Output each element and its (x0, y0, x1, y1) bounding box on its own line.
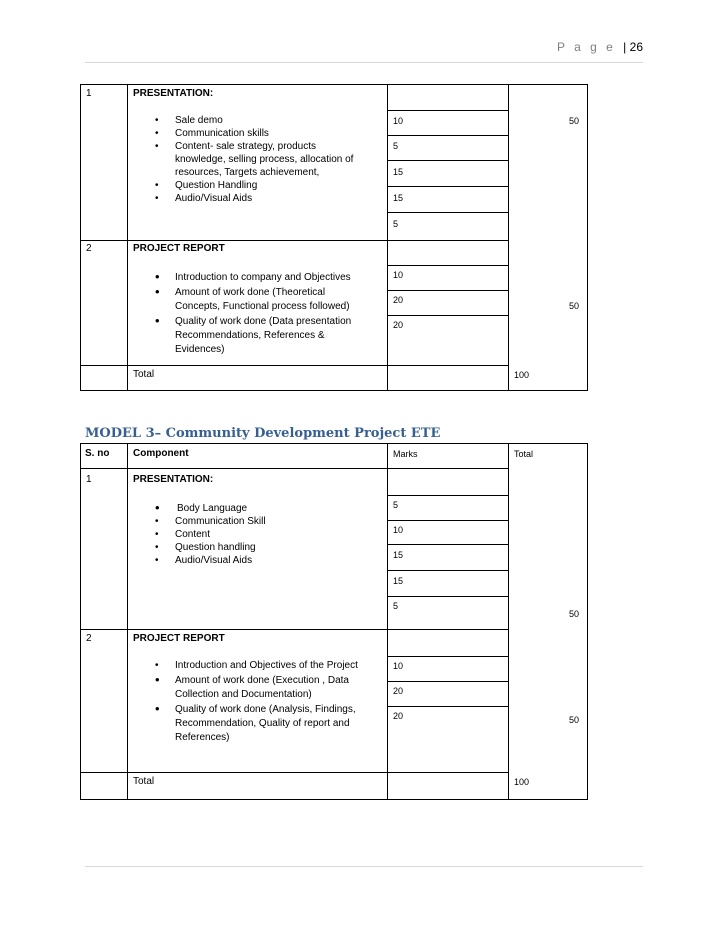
marks-cell (388, 596, 509, 629)
list-item: Quality of work done (Data presentation (175, 316, 352, 327)
list-item: Amount of work done (Execution , Data (175, 675, 349, 686)
marks-value: 20 (393, 320, 404, 330)
marks-cell (388, 212, 509, 240)
marks-value: 5 (393, 500, 399, 510)
total-value: 50 (569, 715, 580, 725)
total-label: Total (133, 369, 155, 380)
list-item: Content- sale strategy, products (175, 141, 316, 152)
marks-value: 20 (393, 295, 404, 305)
list-item: Communication Skill (175, 516, 266, 527)
list-item: Question Handling (175, 180, 258, 191)
marks-cell (388, 110, 509, 135)
row-component: PRESENTATION: (133, 88, 214, 99)
table2-cell (508, 772, 509, 800)
bullet-icon: • (155, 193, 159, 204)
list-item-cont: Evidences) (175, 344, 225, 355)
table2-cell (80, 468, 128, 630)
bullet-icon: • (155, 141, 159, 152)
table2-cell (387, 772, 388, 800)
marks-value: 15 (393, 167, 404, 177)
marks-cell (388, 160, 509, 186)
marks-value: 10 (393, 661, 404, 671)
table1-cell (80, 240, 128, 366)
section-title: MODEL 3– Community Development Project ETE (85, 426, 441, 441)
marks-value: 15 (393, 576, 404, 586)
marks-cell (388, 681, 509, 706)
list-item: Content (175, 529, 211, 540)
footer-rule (85, 866, 643, 867)
marks-cell (388, 520, 509, 544)
list-item-cont: Recommendations, References & (175, 330, 325, 341)
list-item: Introduction to company and Objectives (175, 272, 351, 283)
list-item-cont: Recommendation, Quality of report and (175, 718, 350, 729)
list-item: Sale demo (175, 115, 223, 126)
bullet-icon: • (155, 529, 159, 540)
table1-cell (80, 84, 128, 241)
total-value: 50 (569, 116, 580, 126)
list-item-cont: Concepts, Functional process followed) (175, 301, 350, 312)
bullet-icon: • (155, 313, 160, 328)
list-item-cont: Collection and Documentation) (175, 689, 312, 700)
grand-total-value: 100 (514, 777, 530, 787)
list-item: Body Language (177, 503, 248, 514)
total-value: 50 (569, 609, 580, 619)
marks-cell (388, 544, 509, 570)
page-separator: | (623, 40, 627, 54)
marks-cell (388, 135, 509, 160)
marks-value: 5 (393, 141, 399, 151)
bullet-icon: • (155, 660, 159, 671)
total-label: Total (133, 776, 155, 787)
header-component: Component (133, 448, 189, 459)
header-marks: Marks (393, 449, 418, 459)
grand-total-value: 100 (514, 370, 530, 380)
header-total: Total (514, 449, 534, 459)
marks-cell (388, 315, 509, 340)
marks-value: 20 (393, 711, 404, 721)
list-item-cont: knowledge, selling process, allocation of (175, 154, 354, 165)
list-item: Audio/Visual Aids (175, 555, 253, 566)
row-component: PRESENTATION: (133, 474, 214, 485)
bullet-icon: • (155, 128, 159, 139)
page-label: P a g e (557, 40, 616, 54)
bullet-icon: • (155, 516, 159, 527)
marks-cell (388, 495, 509, 520)
table2-cell (127, 629, 388, 773)
marks-value: 10 (393, 525, 404, 535)
table1-cell (127, 365, 128, 391)
page-number: 26 (629, 40, 643, 54)
list-item: Amount of work done (Theoretical (175, 287, 326, 298)
bullet-icon: • (155, 672, 160, 687)
bullet-icon: • (155, 500, 160, 515)
list-item: Introduction and Objectives of the Project (175, 660, 358, 671)
bullet-icon: • (155, 555, 159, 566)
table2-cell (127, 772, 128, 800)
marks-cell (388, 570, 509, 596)
list-item-cont: References) (175, 732, 230, 743)
marks-cell (388, 290, 509, 315)
marks-value: 10 (393, 116, 404, 126)
marks-cell (388, 656, 509, 681)
table2-cell (127, 468, 388, 630)
list-item-cont: resources, Targets achievement, (175, 167, 320, 178)
marks-value: 15 (393, 193, 404, 203)
row-sno: 1 (86, 474, 92, 485)
marks-value: 5 (393, 219, 399, 229)
marks-cell (388, 186, 509, 212)
row-sno: 2 (86, 243, 92, 254)
row-sno: 1 (86, 88, 92, 99)
row-component: PROJECT REPORT (133, 633, 225, 644)
list-item: Communication skills (175, 128, 269, 139)
marks-value: 20 (393, 686, 404, 696)
list-item: Question handling (175, 542, 256, 553)
row-component: PROJECT REPORT (133, 243, 225, 254)
bullet-icon: • (155, 115, 159, 126)
marks-cell (388, 265, 509, 290)
page-header (85, 40, 643, 63)
header-sno: S. no (85, 448, 110, 459)
total-value: 50 (569, 301, 580, 311)
bullet-icon: • (155, 180, 159, 191)
bullet-icon: • (155, 701, 160, 716)
table1-cell (508, 365, 509, 391)
bullet-icon: • (155, 542, 159, 553)
marks-value: 15 (393, 550, 404, 560)
row-sno: 2 (86, 633, 92, 644)
marks-value: 5 (393, 601, 399, 611)
list-item: Quality of work done (Analysis, Findings, (175, 704, 356, 715)
list-item: Audio/Visual Aids (175, 193, 253, 204)
table2-cell (80, 629, 128, 773)
marks-cell (388, 706, 509, 772)
marks-value: 10 (393, 270, 404, 280)
bullet-icon: • (155, 284, 160, 299)
bullet-icon: • (155, 269, 160, 284)
table1-cell (387, 365, 388, 391)
